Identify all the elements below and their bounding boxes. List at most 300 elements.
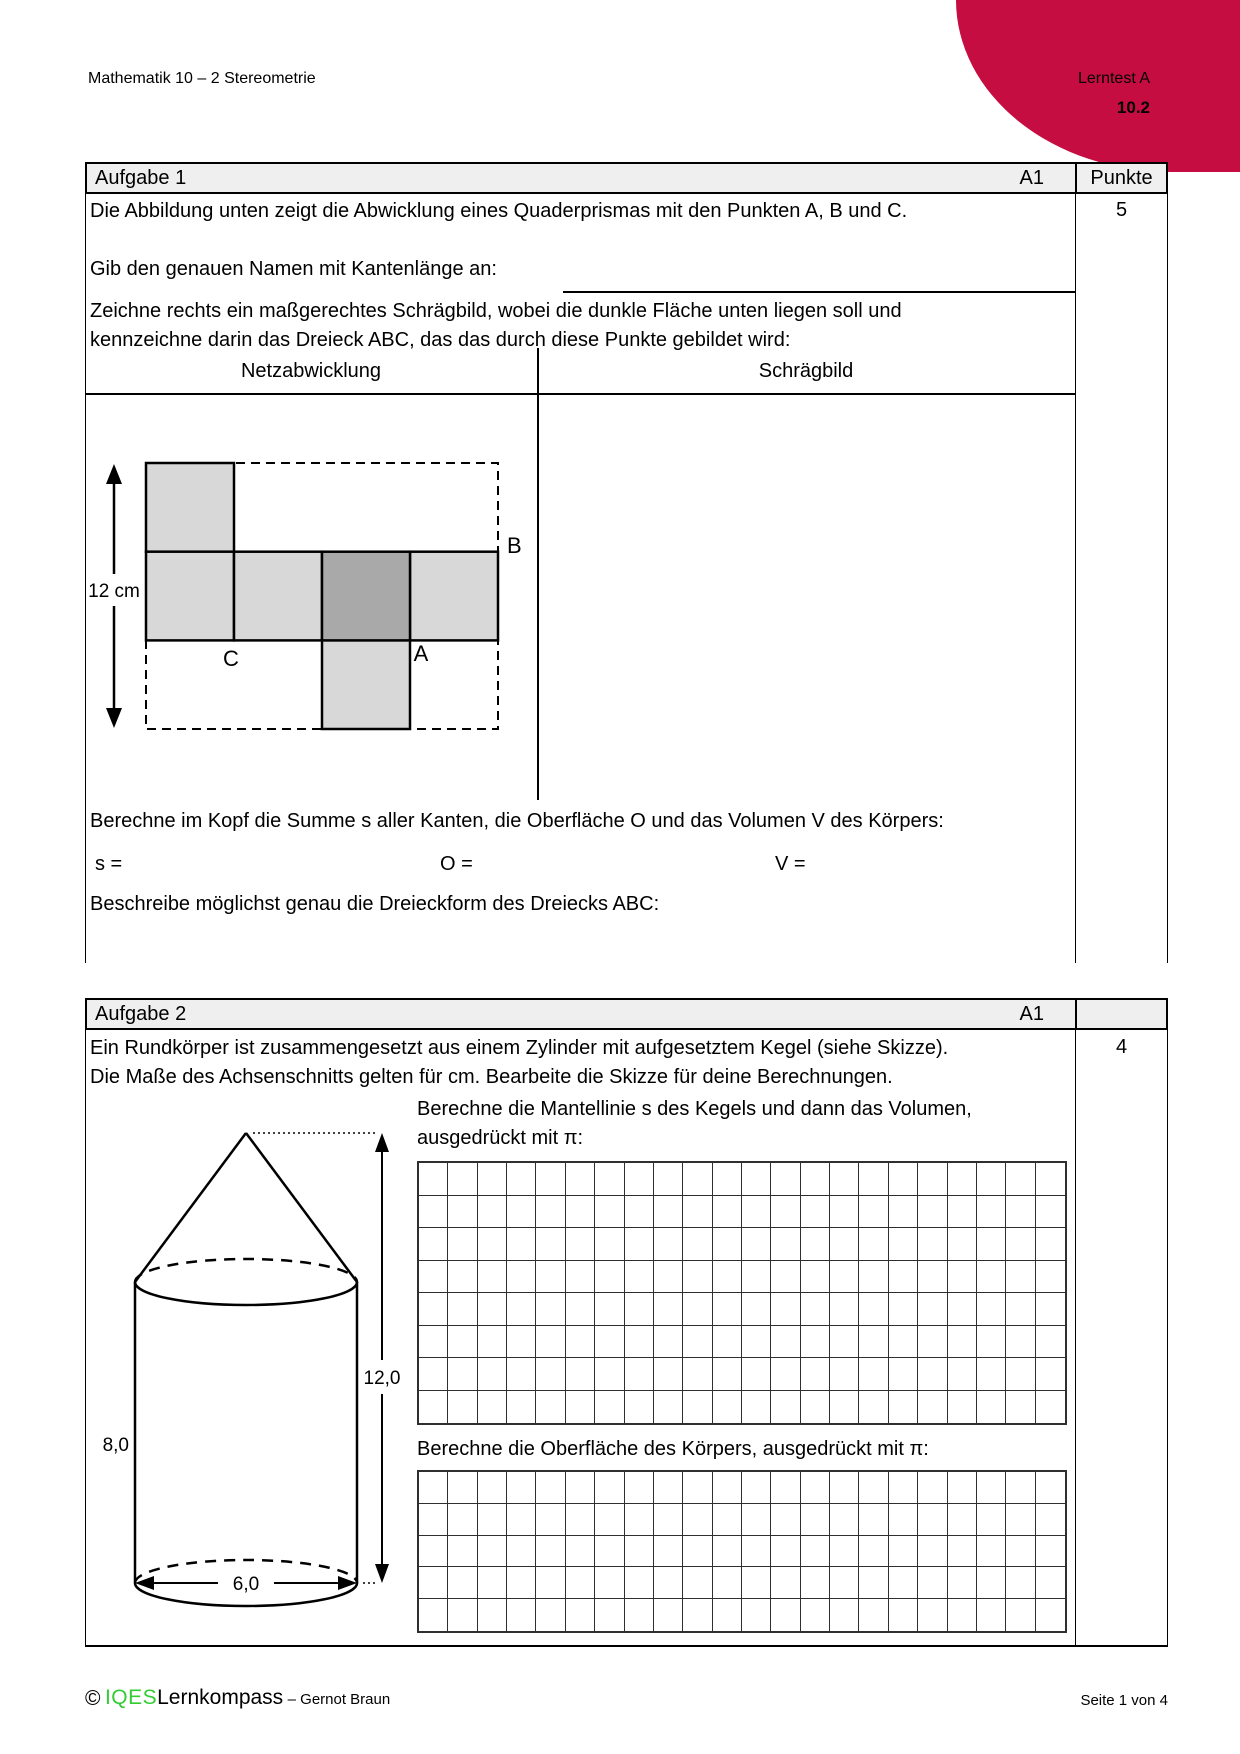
grid-cell xyxy=(859,1228,888,1261)
grid-cell xyxy=(536,1293,565,1326)
grid-cell xyxy=(713,1326,742,1359)
grid-cell xyxy=(566,1536,595,1568)
grid-cell xyxy=(1036,1504,1065,1536)
grid-cell xyxy=(859,1536,888,1568)
grid-cell xyxy=(625,1358,654,1391)
grid-cell xyxy=(742,1472,771,1504)
grid-cell xyxy=(948,1326,977,1359)
grid-cell xyxy=(566,1391,595,1424)
grid-cell xyxy=(713,1391,742,1424)
grid-cell xyxy=(654,1536,683,1568)
grid-cell xyxy=(771,1358,800,1391)
grid-cell xyxy=(771,1196,800,1229)
grid-cell xyxy=(801,1326,830,1359)
grid-cell xyxy=(1036,1196,1065,1229)
grid-cell xyxy=(478,1391,507,1424)
grid-cell xyxy=(448,1599,477,1631)
grid-cell xyxy=(859,1293,888,1326)
test-version-badge xyxy=(956,0,1240,172)
grid-cell xyxy=(948,1391,977,1424)
grid-cell xyxy=(830,1196,859,1229)
grid-cell xyxy=(948,1196,977,1229)
grid-cell xyxy=(448,1163,477,1196)
grid-cell xyxy=(536,1228,565,1261)
grid-cell xyxy=(977,1472,1006,1504)
grid-cell xyxy=(859,1504,888,1536)
grid-cell xyxy=(625,1504,654,1536)
grid-cell xyxy=(566,1358,595,1391)
grid-cell xyxy=(742,1567,771,1599)
grid-cell xyxy=(889,1196,918,1229)
grid-cell xyxy=(1006,1504,1035,1536)
task1-header-row xyxy=(85,162,1168,194)
grid-cell xyxy=(507,1358,536,1391)
grid-cell xyxy=(419,1536,448,1568)
task1-text-3a: Zeichne rechts ein maßgerechtes Schrägbild, wobei die dunkle Fläche unten liegen soll und xyxy=(90,300,902,322)
grid-cell xyxy=(595,1163,624,1196)
task2-right-border xyxy=(1167,1028,1168,1645)
grid-cell xyxy=(771,1293,800,1326)
grid-cell xyxy=(948,1567,977,1599)
grid-cell xyxy=(977,1391,1006,1424)
document-title: Mathematik 10 – 2 Stereometrie xyxy=(88,70,316,87)
task2-points-header-cell xyxy=(1075,1000,1166,1028)
grid-cell xyxy=(507,1261,536,1294)
grid-cell xyxy=(507,1293,536,1326)
grid-cell xyxy=(419,1358,448,1391)
grid-cell xyxy=(889,1567,918,1599)
grid-cell xyxy=(889,1504,918,1536)
task2-points-divider xyxy=(1075,1028,1076,1645)
working-grid-surface xyxy=(417,1470,1067,1633)
grid-cell xyxy=(595,1472,624,1504)
grid-cell xyxy=(654,1228,683,1261)
grid-cell xyxy=(536,1163,565,1196)
grid-cell xyxy=(566,1163,595,1196)
task2-intro-1: Ein Rundkörper ist zusammengesetzt aus einem Zylinder mit aufgesetztem Kegel (siehe Skizze). xyxy=(90,1037,949,1059)
grid-cell xyxy=(742,1391,771,1424)
subtable-header-rule xyxy=(85,393,1075,395)
grid-cell xyxy=(830,1599,859,1631)
figure-cylinder-height-label: 8,0 xyxy=(102,1435,129,1456)
grid-cell xyxy=(713,1196,742,1229)
grid-cell xyxy=(536,1599,565,1631)
grid-cell xyxy=(1006,1293,1035,1326)
grid-cell xyxy=(419,1326,448,1359)
grid-cell xyxy=(801,1261,830,1294)
grid-cell xyxy=(507,1163,536,1196)
grid-cell xyxy=(595,1293,624,1326)
grid-cell xyxy=(1036,1293,1065,1326)
grid-cell xyxy=(771,1472,800,1504)
grid-cell xyxy=(683,1228,712,1261)
grid-cell xyxy=(889,1599,918,1631)
grid-cell xyxy=(654,1293,683,1326)
grid-cell xyxy=(625,1163,654,1196)
grid-cell xyxy=(859,1599,888,1631)
grid-cell xyxy=(1006,1599,1035,1631)
grid-cell xyxy=(595,1567,624,1599)
grid-cell xyxy=(595,1504,624,1536)
grid-cell xyxy=(801,1391,830,1424)
grid-cell xyxy=(625,1472,654,1504)
grid-cell xyxy=(1006,1163,1035,1196)
grid-cell xyxy=(889,1326,918,1359)
grid-cell xyxy=(595,1228,624,1261)
grid-cell xyxy=(683,1293,712,1326)
grid-cell xyxy=(801,1293,830,1326)
footer-brand xyxy=(85,1686,390,1711)
grid-cell xyxy=(918,1567,947,1599)
grid-cell xyxy=(478,1196,507,1229)
net-point-c: C xyxy=(223,646,239,671)
grid-cell xyxy=(536,1261,565,1294)
grid-cell xyxy=(1036,1391,1065,1424)
grid-cell xyxy=(948,1163,977,1196)
grid-cell xyxy=(830,1472,859,1504)
grid-cell xyxy=(977,1358,1006,1391)
copyright-icon: © xyxy=(85,1687,101,1710)
grid-cell xyxy=(889,1472,918,1504)
net-face-top xyxy=(146,463,234,552)
grid-cell xyxy=(683,1261,712,1294)
dim12-arrowhead-up xyxy=(375,1133,389,1152)
grid-cell xyxy=(448,1196,477,1229)
grid-cell xyxy=(625,1326,654,1359)
grid-cell xyxy=(419,1196,448,1229)
grid-cell xyxy=(918,1261,947,1294)
grid-cell xyxy=(654,1358,683,1391)
grid-cell xyxy=(889,1163,918,1196)
badge-test-number: 10.2 xyxy=(1116,98,1150,117)
grid-cell xyxy=(771,1599,800,1631)
grid-cell xyxy=(977,1567,1006,1599)
grid-cell xyxy=(889,1261,918,1294)
grid-cell xyxy=(536,1391,565,1424)
grid-cell xyxy=(742,1599,771,1631)
grid-cell xyxy=(566,1567,595,1599)
grid-cell xyxy=(1006,1567,1035,1599)
grid-cell xyxy=(507,1391,536,1424)
grid-cell xyxy=(1036,1163,1065,1196)
task2-question1-line2: ausgedrückt mit π: xyxy=(417,1127,584,1149)
grid-cell xyxy=(1036,1536,1065,1568)
grid-cell xyxy=(918,1358,947,1391)
grid-cell xyxy=(566,1228,595,1261)
grid-cell xyxy=(948,1261,977,1294)
grid-cell xyxy=(977,1293,1006,1326)
task1-title: Aufgabe 1 xyxy=(95,166,187,189)
grid-cell xyxy=(536,1472,565,1504)
grid-cell xyxy=(507,1599,536,1631)
figure-diameter-label: 6,0 xyxy=(232,1574,260,1595)
task1-points-value: 5 xyxy=(1115,199,1128,221)
grid-cell xyxy=(419,1567,448,1599)
net-face-2 xyxy=(234,552,322,641)
grid-cell xyxy=(1006,1326,1035,1359)
grid-cell xyxy=(859,1391,888,1424)
grid-cell xyxy=(595,1326,624,1359)
grid-cell xyxy=(478,1567,507,1599)
grid-cell xyxy=(1006,1196,1035,1229)
grid-cell xyxy=(830,1536,859,1568)
grid-cell xyxy=(918,1326,947,1359)
grid-cell xyxy=(830,1261,859,1294)
grid-cell xyxy=(918,1228,947,1261)
grid-cell xyxy=(595,1391,624,1424)
grid-cell xyxy=(742,1163,771,1196)
task1-answer-line xyxy=(563,291,1075,293)
grid-cell xyxy=(478,1261,507,1294)
grid-cell xyxy=(448,1293,477,1326)
grid-cell xyxy=(859,1472,888,1504)
grid-cell xyxy=(713,1261,742,1294)
grid-cell xyxy=(742,1504,771,1536)
grid-cell xyxy=(478,1228,507,1261)
task2-question1-line1: Berechne die Mantellinie s des Kegels und dann das Volumen, xyxy=(417,1098,972,1120)
net-dimension-label: 12 cm xyxy=(88,581,140,602)
grid-cell xyxy=(654,1567,683,1599)
task2-bottom-border xyxy=(85,1645,1168,1647)
grid-cell xyxy=(918,1504,947,1536)
grid-cell xyxy=(683,1358,712,1391)
task1-code: A1 xyxy=(1019,166,1044,189)
grid-cell xyxy=(889,1228,918,1261)
grid-cell xyxy=(595,1599,624,1631)
grid-cell xyxy=(771,1326,800,1359)
grid-cell xyxy=(801,1536,830,1568)
task1-o-label: O = xyxy=(440,853,473,875)
grid-cell xyxy=(771,1228,800,1261)
grid-cell xyxy=(889,1358,918,1391)
grid-cell xyxy=(419,1504,448,1536)
grid-cell xyxy=(1006,1358,1035,1391)
grid-cell xyxy=(419,1261,448,1294)
grid-cell xyxy=(771,1391,800,1424)
grid-cell xyxy=(830,1163,859,1196)
grid-cell xyxy=(859,1163,888,1196)
grid-cell xyxy=(595,1536,624,1568)
task2-intro-2: Die Maße des Achsenschnitts gelten für cm. Bearbeite die Skizze für deine Berechnungen. xyxy=(90,1066,893,1088)
grid-cell xyxy=(536,1358,565,1391)
grid-cell xyxy=(889,1293,918,1326)
dim-arrowhead-down xyxy=(106,708,122,728)
grid-cell xyxy=(1006,1391,1035,1424)
grid-cell xyxy=(478,1326,507,1359)
task1-text-3b: kennzeichne darin das Dreieck ABC, das das durch diese Punkte gebildet wird: xyxy=(90,329,791,351)
grid-cell xyxy=(1036,1567,1065,1599)
grid-cell xyxy=(801,1567,830,1599)
grid-cell xyxy=(683,1391,712,1424)
grid-cell xyxy=(419,1228,448,1261)
task1-text-2: Gib den genauen Namen mit Kantenlänge an: xyxy=(90,258,497,280)
grid-cell xyxy=(595,1261,624,1294)
grid-cell xyxy=(683,1472,712,1504)
net-diagram xyxy=(85,400,537,800)
grid-cell xyxy=(654,1472,683,1504)
grid-cell xyxy=(918,1196,947,1229)
points-column-header: Punkte xyxy=(1075,164,1166,192)
grid-cell xyxy=(918,1163,947,1196)
top-ellipse-back xyxy=(135,1259,357,1282)
grid-cell xyxy=(742,1261,771,1294)
grid-cell xyxy=(625,1567,654,1599)
grid-cell xyxy=(625,1536,654,1568)
grid-cell xyxy=(859,1196,888,1229)
grid-cell xyxy=(683,1504,712,1536)
grid-cell xyxy=(830,1504,859,1536)
grid-cell xyxy=(448,1472,477,1504)
grid-cell xyxy=(977,1228,1006,1261)
grid-cell xyxy=(918,1472,947,1504)
grid-cell xyxy=(801,1599,830,1631)
task1-right-border xyxy=(1167,192,1168,963)
grid-cell xyxy=(478,1472,507,1504)
grid-cell xyxy=(889,1391,918,1424)
grid-cell xyxy=(448,1536,477,1568)
net-point-a: A xyxy=(413,641,429,666)
grid-cell xyxy=(801,1504,830,1536)
grid-cell xyxy=(654,1163,683,1196)
grid-cell xyxy=(566,1196,595,1229)
grid-cell xyxy=(507,1228,536,1261)
grid-cell xyxy=(625,1261,654,1294)
grid-cell xyxy=(859,1358,888,1391)
grid-cell xyxy=(830,1358,859,1391)
grid-cell xyxy=(1006,1228,1035,1261)
badge-test-name: Lerntest A xyxy=(1077,70,1150,87)
dim-arrowhead-up xyxy=(106,464,122,484)
grid-cell xyxy=(742,1293,771,1326)
grid-cell xyxy=(595,1196,624,1229)
subtable-column-divider xyxy=(537,348,539,800)
grid-cell xyxy=(507,1567,536,1599)
grid-cell xyxy=(830,1567,859,1599)
grid-cell xyxy=(918,1536,947,1568)
footer-brand-lernkompass: Lernkompass xyxy=(157,1686,284,1709)
grid-cell xyxy=(713,1536,742,1568)
grid-cell xyxy=(507,1504,536,1536)
grid-cell xyxy=(654,1261,683,1294)
grid-cell xyxy=(859,1261,888,1294)
working-grid-volume xyxy=(417,1161,1067,1425)
grid-cell xyxy=(448,1391,477,1424)
grid-cell xyxy=(948,1599,977,1631)
grid-cell xyxy=(507,1196,536,1229)
grid-cell xyxy=(683,1326,712,1359)
grid-cell xyxy=(771,1504,800,1536)
grid-cell xyxy=(713,1472,742,1504)
grid-cell xyxy=(478,1599,507,1631)
task2-title: Aufgabe 2 xyxy=(95,1002,187,1025)
grid-cell xyxy=(1036,1261,1065,1294)
task2-points-value: 4 xyxy=(1115,1036,1128,1058)
footer-brand-iqes: IQES xyxy=(104,1686,158,1709)
task1-points-divider xyxy=(1075,192,1076,963)
cylinder-cone-figure xyxy=(85,1110,415,1625)
column-header-net: Netzabwicklung xyxy=(240,360,382,382)
grid-cell xyxy=(977,1504,1006,1536)
footer-page-number: Seite 1 von 4 xyxy=(1080,1692,1168,1709)
column-header-oblique: Schrägbild xyxy=(758,360,854,382)
grid-cell xyxy=(478,1536,507,1568)
grid-cell xyxy=(977,1599,1006,1631)
grid-cell xyxy=(713,1228,742,1261)
grid-cell xyxy=(566,1261,595,1294)
grid-cell xyxy=(859,1567,888,1599)
grid-cell xyxy=(742,1326,771,1359)
grid-cell xyxy=(918,1599,947,1631)
grid-cell xyxy=(566,1293,595,1326)
grid-cell xyxy=(419,1163,448,1196)
grid-cell xyxy=(419,1293,448,1326)
grid-cell xyxy=(566,1472,595,1504)
grid-cell xyxy=(566,1504,595,1536)
grid-cell xyxy=(977,1536,1006,1568)
grid-cell xyxy=(654,1196,683,1229)
grid-cell xyxy=(948,1536,977,1568)
grid-cell xyxy=(977,1163,1006,1196)
task1-text-1: Die Abbildung unten zeigt die Abwicklung eines Quaderprismas mit den Punkten A, B und C. xyxy=(90,200,908,222)
grid-cell xyxy=(654,1326,683,1359)
grid-cell xyxy=(683,1163,712,1196)
grid-cell xyxy=(830,1293,859,1326)
grid-cell xyxy=(1006,1536,1035,1568)
grid-cell xyxy=(1036,1326,1065,1359)
grid-cell xyxy=(713,1567,742,1599)
grid-cell xyxy=(801,1163,830,1196)
grid-cell xyxy=(889,1536,918,1568)
grid-cell xyxy=(507,1326,536,1359)
grid-cell xyxy=(1036,1228,1065,1261)
grid-cell xyxy=(683,1599,712,1631)
grid-cell xyxy=(654,1391,683,1424)
grid-cell xyxy=(625,1391,654,1424)
grid-cell xyxy=(478,1358,507,1391)
grid-cell xyxy=(830,1228,859,1261)
grid-cell xyxy=(536,1536,565,1568)
grid-cell xyxy=(918,1293,947,1326)
grid-cell xyxy=(448,1567,477,1599)
grid-cell xyxy=(830,1391,859,1424)
grid-cell xyxy=(977,1326,1006,1359)
grid-cell xyxy=(1036,1358,1065,1391)
grid-cell xyxy=(448,1326,477,1359)
grid-cell xyxy=(419,1472,448,1504)
grid-cell xyxy=(625,1196,654,1229)
grid-cell xyxy=(536,1567,565,1599)
grid-cell xyxy=(1036,1599,1065,1631)
grid-cell xyxy=(448,1504,477,1536)
grid-cell xyxy=(771,1536,800,1568)
grid-cell xyxy=(683,1196,712,1229)
grid-cell xyxy=(977,1261,1006,1294)
dim12-arrowhead-down xyxy=(375,1564,389,1583)
grid-cell xyxy=(801,1358,830,1391)
grid-cell xyxy=(742,1536,771,1568)
grid-cell xyxy=(742,1228,771,1261)
grid-cell xyxy=(948,1504,977,1536)
grid-cell xyxy=(448,1261,477,1294)
grid-cell xyxy=(566,1326,595,1359)
top-ellipse-front xyxy=(135,1282,357,1305)
grid-cell xyxy=(948,1293,977,1326)
footer-author: – Gernot Braun xyxy=(287,1691,391,1708)
task2-question2: Berechne die Oberfläche des Körpers, ausgedrückt mit π: xyxy=(417,1438,929,1460)
grid-cell xyxy=(742,1358,771,1391)
task1-text-4: Berechne im Kopf die Summe s aller Kanten, die Oberfläche O und das Volumen V des Körpers: xyxy=(90,810,944,832)
grid-cell xyxy=(654,1504,683,1536)
